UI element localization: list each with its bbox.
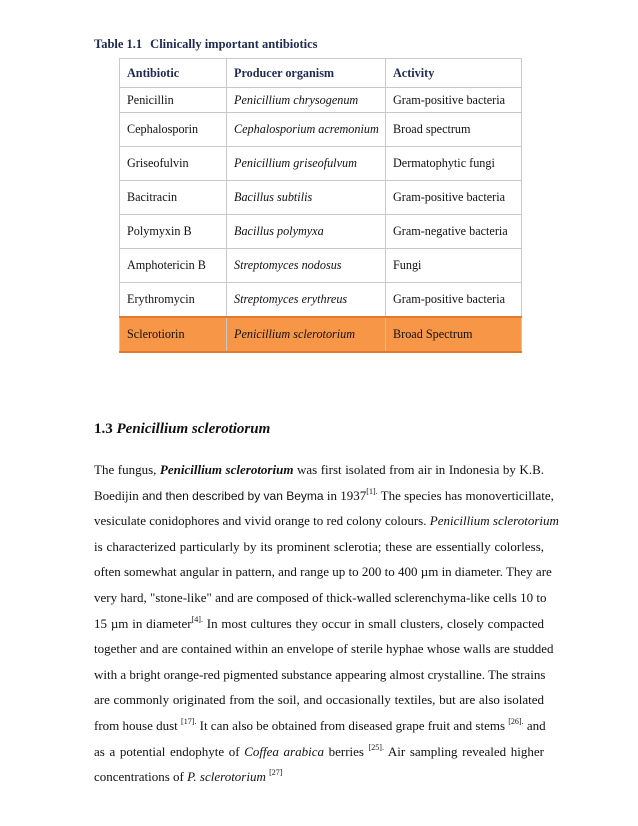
citation: [1].	[366, 486, 378, 496]
cell-activity: Gram-positive bacteria	[386, 88, 522, 113]
cell-antibiotic: Polymyxin B	[120, 215, 227, 249]
text-run: berries	[323, 743, 369, 759]
text-run: vesiculate conidophores and vivid orange to red colony colours.	[94, 513, 430, 529]
cell-organism: Penicillium sclerotorium	[227, 317, 386, 352]
text-run: concentrations of	[94, 769, 188, 785]
table-number: Table 1.1	[94, 37, 143, 51]
table-row	[120, 113, 522, 147]
text-run: 15 µm in diameter	[94, 615, 192, 631]
species-name: Penicillium sclerotorium	[429, 513, 559, 529]
cell-activity: Gram-negative bacteria	[386, 215, 522, 249]
paragraph-line: with a bright orange-red pigmented substance appearing almost crystalline. The strains	[94, 666, 546, 682]
header-activity: Activity	[386, 59, 522, 88]
citation: [25].	[368, 742, 384, 752]
section-title: Penicillium sclerotiorum	[116, 421, 271, 437]
paragraph-line	[94, 713, 544, 739]
cell-activity: Broad spectrum	[386, 113, 522, 147]
paragraph-line	[94, 508, 559, 534]
cell-organism: Cephalosporium acremonium	[227, 113, 386, 147]
paragraph-line	[94, 611, 544, 637]
cell-activity: Dermatophytic fungi	[386, 147, 522, 181]
table-row	[120, 88, 522, 113]
cell-activity: Broad Spectrum	[386, 317, 522, 352]
cell-antibiotic: Griseofulvin	[120, 147, 227, 181]
paragraph-line	[94, 457, 544, 483]
species-name: P. sclerotorium	[187, 769, 266, 785]
antibiotics-table	[119, 58, 522, 353]
table-row	[120, 215, 522, 249]
paragraph-line	[94, 739, 544, 765]
section-number: 1.3	[94, 421, 113, 437]
table-row	[120, 147, 522, 181]
species-name: Penicillium sclerotorium	[159, 462, 294, 477]
text-run: In most cultures they occur in small clusters, closely compacted	[202, 615, 544, 631]
text-run: and	[523, 717, 546, 733]
text-run: in 1937	[326, 487, 367, 503]
text-run: Boedijin	[94, 487, 139, 503]
text-run: The fungus,	[94, 462, 160, 477]
cell-antibiotic: Sclerotiorin	[120, 317, 227, 352]
paragraph-line: often somewhat angular in pattern, and range up to 200 to 400 µm in diameter. They are	[94, 564, 552, 580]
cell-antibiotic: Penicillin	[120, 88, 227, 113]
cell-activity: Gram-positive bacteria	[386, 181, 522, 215]
text-run: as a potential endophyte of	[94, 743, 245, 759]
text-run: It can also be obtained from diseased grape fruit and stems	[196, 717, 509, 733]
table-row	[120, 283, 522, 318]
cell-antibiotic: Amphotericin B	[120, 249, 227, 283]
header-antibiotic: Antibiotic	[120, 59, 227, 88]
section-heading	[94, 421, 270, 438]
cell-antibiotic: Bacitracin	[120, 181, 227, 215]
body-paragraph	[94, 457, 559, 790]
table-row	[120, 181, 522, 215]
table-caption	[94, 37, 318, 52]
citation: [17].	[181, 716, 197, 726]
cell-activity: Fungi	[386, 249, 522, 283]
cell-organism: Bacillus subtilis	[227, 181, 386, 215]
cell-organism: Streptomyces nodosus	[227, 249, 386, 283]
table-row-highlighted	[120, 317, 522, 352]
paragraph-line	[94, 483, 554, 509]
header-producer-organism: Producer organism	[227, 59, 386, 88]
paragraph-line: very hard, "stone-like" and are composed of thick-walled sclerenchyma-like cells 10 to	[94, 589, 547, 605]
text-run: from house dust	[94, 717, 182, 733]
cell-organism: Bacillus polymyxa	[227, 215, 386, 249]
citation: [27]	[269, 768, 283, 778]
cell-organism: Penicillium chrysogenum	[227, 88, 386, 113]
citation: [4].	[191, 614, 203, 624]
text-run: and then described by van Beyma	[138, 488, 327, 503]
text-run: Air sampling revealed higher	[383, 743, 544, 759]
paragraph-line: are commonly originated from the soil, and occasionally textiles, but are also isolated	[94, 692, 544, 708]
paragraph-line: is characterized particularly by its prominent sclerotia; these are essentially colorless,	[94, 538, 544, 554]
species-name: Coffea arabica	[244, 743, 324, 759]
cell-antibiotic: Cephalosporin	[120, 113, 227, 147]
paragraph-line: together and are contained within an envelope of sterile hyphae whose walls are studded	[94, 641, 554, 657]
citation: [26].	[508, 716, 524, 726]
paragraph-line	[94, 764, 544, 790]
table-title: Clinically important antibiotics	[150, 37, 318, 51]
cell-organism: Penicillium griseofulvum	[227, 147, 386, 181]
text-run: The species has monoverticillate,	[377, 487, 554, 503]
text-run: was first isolated from air in Indonesia by K.B.	[293, 462, 544, 477]
cell-organism: Streptomyces erythreus	[227, 283, 386, 318]
cell-activity: Gram-positive bacteria	[386, 283, 522, 318]
cell-antibiotic: Erythromycin	[120, 283, 227, 318]
table-header-row	[120, 59, 522, 88]
table-row	[120, 249, 522, 283]
